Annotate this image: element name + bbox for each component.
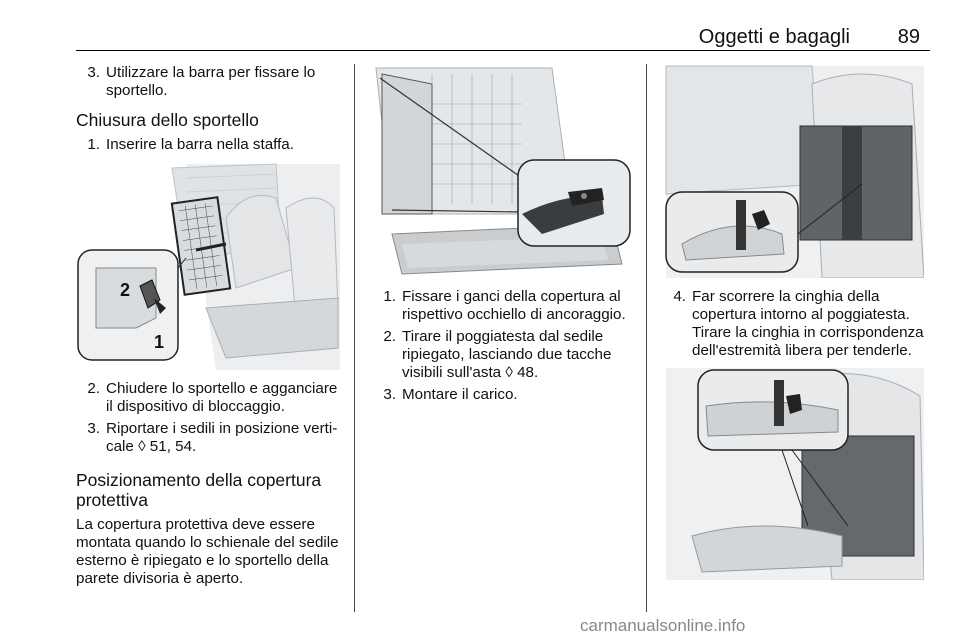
list-item: 1. Fissare i ganci della copertura al rispettivo occhiello di ancoraggio. [383,288,626,323]
illustration-strap-top [662,64,924,278]
column-left [76,64,346,588]
page-number: 89 [897,26,920,48]
list-item: 2. Chiudere lo sportello e agganciare il dispositivo di bloccaggio. [87,380,338,415]
page-title: Oggetti e bagagli [698,26,850,48]
list-item: 3. Utilizzare la barra per fissare lo sportello. [87,64,316,99]
section-heading: Posizionamento della copertura protettiva [76,470,322,510]
section-heading: Chiusura dello sportello [76,110,259,130]
figure-label: 2 [120,280,131,300]
column-divider [354,64,355,612]
list-item: 3. Riportare i sedili in posizione verticale ◊ 51, 54. [87,420,338,455]
list-item: 1. Inserire la barra nella staffa. [87,136,294,153]
list-item: 3. Montare il carico. [383,386,518,403]
list-item: 2. Tirare il poggiatesta dal sedile ripiegato, lasciando due tacche visibili sull'asta ◊ 48. [383,328,612,381]
column-middle [372,64,634,408]
column-right [662,64,930,580]
figure-label: 1 [154,332,165,352]
illustration-door-bar [76,158,340,370]
illustration-cover-hooks [372,64,634,278]
illustration-strap-bottom [662,366,924,580]
watermark: carmanualsonline.info [580,616,746,635]
list-item: 4. Far scorrere la cinghia della copertura intorno al poggiatesta. Tirare la cinghia in corrispondenza dell'estremità libera per tenderle. [673,288,924,359]
paragraph: La copertura protettiva deve essere montata quando lo schienale del sedile esterno è ripiegato e lo sportello della parete divisoria è aperto. [76,516,339,587]
column-divider [646,64,647,612]
page-header [76,20,930,51]
